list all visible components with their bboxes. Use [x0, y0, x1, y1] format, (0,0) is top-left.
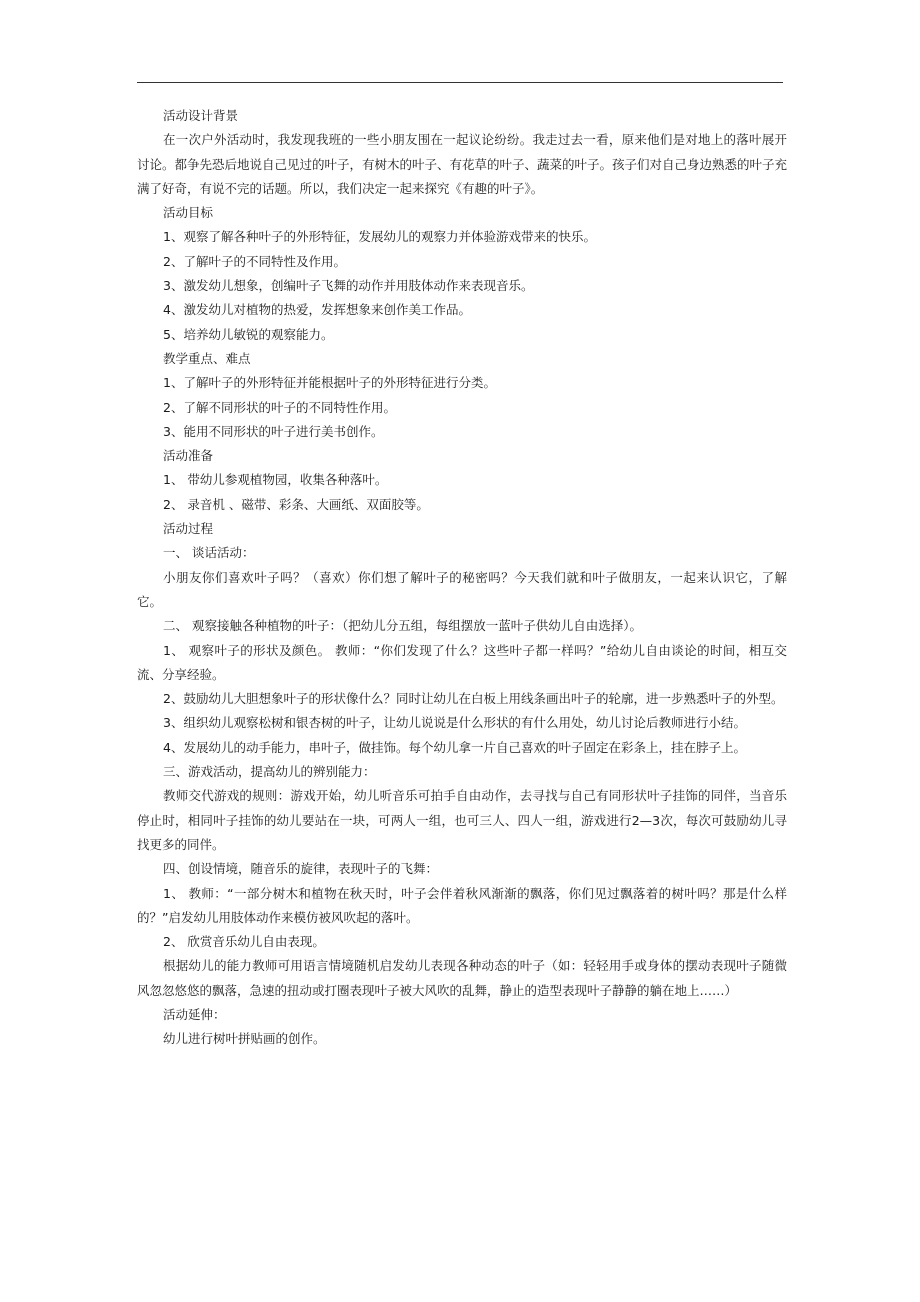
goal-item: 3、激发幼儿想象，创编叶子飞舞的动作并用肢体动作来表现音乐。	[163, 278, 534, 294]
section-heading-background: 活动设计背景	[163, 108, 239, 123]
step-item: 2、鼓励幼儿大胆想象叶子的形状像什么？同时让幼儿在白板上用线条画出叶子的轮廓，进一步熟悉叶子的外型。	[163, 691, 784, 707]
key-point-item: 3、能用不同形状的叶子进行美书创作。	[163, 423, 384, 439]
key-point-item: 2、了解不同形状的叶子的不同特性作用。	[163, 399, 396, 415]
step-item: 2、 欣赏音乐幼儿自由表现。	[163, 934, 325, 950]
step-title: 四、创设情境，随音乐的旋律，表现叶子的飞舞：	[163, 861, 439, 877]
step-title: 三、游戏活动，提高幼儿的辨别能力：	[163, 764, 376, 780]
goal-item: 5、培养幼儿敏锐的观察能力。	[163, 326, 334, 342]
section-heading-process: 活动过程	[163, 521, 214, 537]
step-paragraph: 小朋友你们喜欢叶子吗？（喜欢）你们想了解叶子的秘密吗？今天我们就和叶子做朋友，一起来认识它，了解它。	[137, 569, 787, 609]
goal-item: 2、了解叶子的不同特性及作用。	[163, 253, 346, 269]
step-item: 3、组织幼儿观察松树和银杏树的叶子，让幼儿说说是什么形状的有什么用处，幼儿讨论后教师进行小结。	[163, 715, 746, 731]
section-heading-key-points: 教学重点、难点	[163, 350, 251, 366]
section-heading-extension: 活动延伸：	[163, 1006, 226, 1022]
section-heading-preparation: 活动准备	[163, 448, 214, 464]
step-item: 1、 观察叶子的形状及颜色。 教师：“你们发现了什么？这些叶子都一样吗？”给幼儿自由谈论的时间，相互交流、分享经验。	[137, 642, 787, 682]
step-paragraph: 教师交代游戏的规则：游戏开始，幼儿听音乐可拍手自由动作，去寻找与自己有同形状叶子挂饰的同伴，当音乐停止时，相同叶子挂饰的幼儿要站在一块，可两人一组，也可三人、四人一组，游戏进行2—3次，每次可鼓励幼儿寻找更多的同伴。	[137, 788, 787, 852]
goal-item: 4、激发幼儿对植物的热爱，发挥想象来创作美工作品。	[163, 302, 471, 318]
goal-item: 1、观察了解各种叶子的外形特征，发展幼儿的观察力并体验游戏带来的快乐。	[163, 229, 596, 245]
step-title: 一、 谈话活动：	[163, 545, 255, 561]
background-paragraph: 在一次户外活动时，我发现我班的一些小朋友围在一起议论纷纷。我走过去一看，原来他们是对地上的落叶展开讨论。都争先恐后地说自己见过的叶子，有树木的叶子、有花草的叶子、蔬菜的叶子。孩子们对自己身边熟悉的叶子充满了好奇，有说不完的话题。所以，我们决定一起来探究《有趣的叶子》。	[137, 132, 788, 196]
preparation-item: 2、 录音机 、磁带、彩条、大画纸、双面胶等。	[163, 496, 429, 512]
key-point-item: 1、了解叶子的外形特征并能根据叶子的外形特征进行分类。	[163, 375, 496, 391]
step-title: 二、 观察接触各种植物的叶子：（把幼儿分五组，每组摆放一蓝叶子供幼儿自由选择）。	[163, 618, 642, 634]
section-heading-goals: 活动目标	[163, 205, 214, 221]
step-item: 4、发展幼儿的动手能力，串叶子，做挂饰。每个幼儿拿一片自己喜欢的叶子固定在彩条上，挂在脖子上。	[163, 739, 746, 755]
step-paragraph: 根据幼儿的能力教师可用语言情境随机启发幼儿表现各种动态的叶子（如：轻轻用手或身体的摆动表现叶子随微风忽忽悠悠的飘落，急速的扭动或打圈表现叶子被大风吹的乱舞，静止的造型表现叶子静静的躺在地上……）	[137, 958, 787, 998]
extension-paragraph: 幼儿进行树叶拼贴画的创作。	[163, 1031, 326, 1047]
document-body	[137, 104, 787, 1052]
preparation-item: 1、 带幼儿参观植物园，收集各种落叶。	[163, 472, 388, 488]
step-item: 1、 教师：“一部分树木和植物在秋天时，叶子会伴着秋风渐渐的飘落，你们见过飘落着的树叶吗？那是什么样的？”启发幼儿用肢体动作来模仿被风吹起的落叶。	[137, 885, 787, 925]
header-rule	[137, 82, 783, 83]
